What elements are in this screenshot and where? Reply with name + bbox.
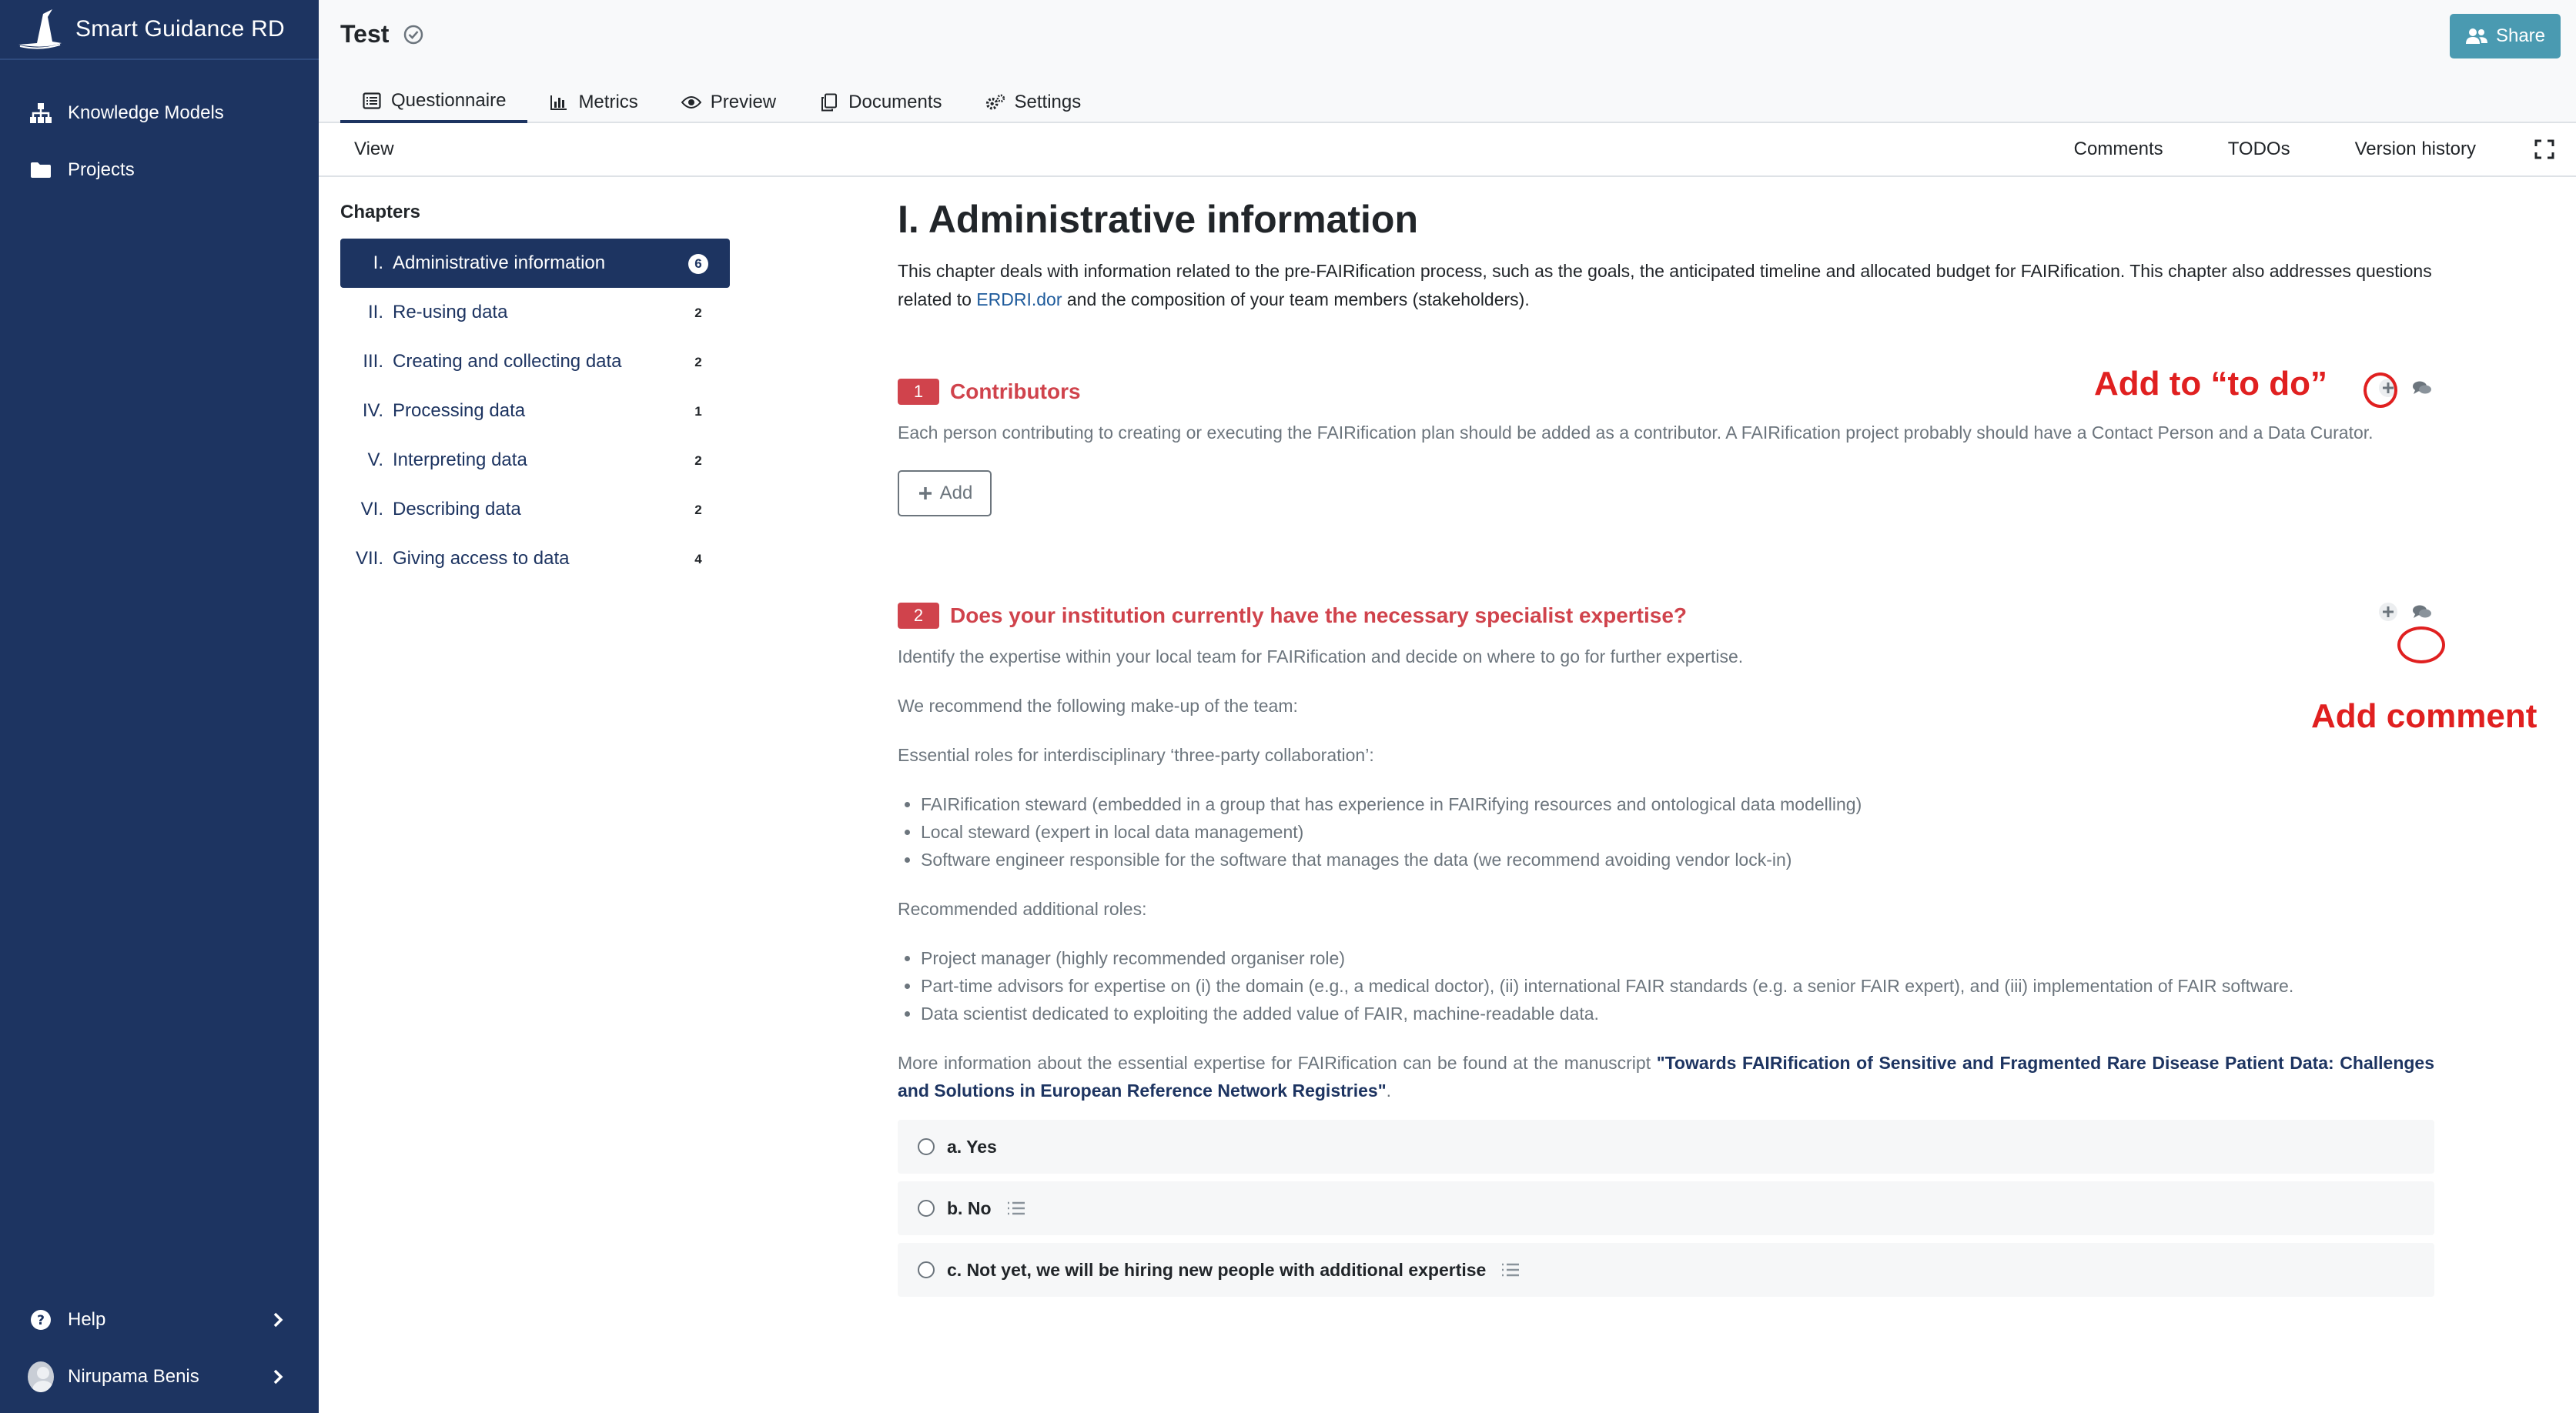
additional-roles-list xyxy=(898,944,2434,1027)
chapter-label: Giving access to data xyxy=(393,548,570,569)
comments-button[interactable]: Comments xyxy=(2073,139,2163,159)
chapter-count-badge: 6 xyxy=(688,254,708,274)
chapter-item[interactable] xyxy=(340,386,730,436)
users-icon xyxy=(2465,28,2488,45)
essential-roles-list xyxy=(898,790,2434,874)
annotation-circle-comment xyxy=(2397,626,2445,663)
list-item: • Data scientist dedicated to exploiting the added value of FAIR, machine-readable data. xyxy=(921,1000,2434,1027)
add-contributor-button[interactable] xyxy=(898,470,992,516)
list-item: • Project manager (highly recommended organiser role) xyxy=(921,944,2434,972)
answer-option-yes[interactable] xyxy=(898,1120,2434,1174)
question-number: 2 xyxy=(898,603,939,629)
questionnaire-toolbar xyxy=(319,123,2576,177)
option-label: b. No xyxy=(947,1198,992,1218)
copy-icon xyxy=(819,92,839,112)
chapter-count-badge: 2 xyxy=(694,306,702,320)
erdri-link[interactable]: ERDRI.dor xyxy=(976,289,1062,309)
chapter-number: I. xyxy=(373,252,383,273)
question-paragraph: Essential roles for interdisciplinary ‘three-party collaboration’: xyxy=(898,745,1374,765)
help-label: Help xyxy=(68,1309,106,1330)
chapter-number: VI. xyxy=(360,499,383,519)
chapters-panel xyxy=(340,202,730,583)
tab-label: Questionnaire xyxy=(391,90,507,111)
comments-icon[interactable] xyxy=(2410,600,2434,624)
questionnaire-content xyxy=(898,197,2434,1304)
question-title: Contributors xyxy=(950,379,1081,403)
chapter-number: II. xyxy=(367,302,383,322)
chapter-item[interactable] xyxy=(340,534,730,583)
sitemap-icon xyxy=(28,102,54,125)
annotation-add-comment: Add comment xyxy=(2311,697,2538,735)
folder-icon xyxy=(28,159,54,182)
tab-label: Settings xyxy=(1014,92,1082,112)
project-title: Test xyxy=(340,20,390,48)
svg-text:?: ? xyxy=(37,1313,45,1328)
avatar xyxy=(28,1364,54,1390)
view-menu[interactable]: View xyxy=(354,139,394,159)
list-alt-icon xyxy=(362,91,382,111)
user-menu[interactable] xyxy=(0,1348,319,1405)
reference-text: . xyxy=(1386,1081,1391,1101)
chapter-number: V. xyxy=(367,449,383,470)
question-paragraph: Identify the expertise within your local team for FAIRification and decide on where to go for further expertise. xyxy=(898,646,1744,666)
list-item: • Part-time advisors for expertise on (i) the domain (e.g., a medical doctor), (ii) international FAIR standards (e.g. a senior FAIR expert), and (iii) implementation of FAIR software. xyxy=(921,972,2434,1000)
chapter-item[interactable] xyxy=(340,239,730,288)
list-item: • Local steward (expert in local data management) xyxy=(921,818,2434,846)
radio-button[interactable] xyxy=(918,1138,935,1155)
list-item: • Software engineer responsible for the software that manages the data (we recommend avoiding vendor lock-in) xyxy=(921,846,2434,874)
chapter-label: Describing data xyxy=(393,499,521,519)
chapter-count-badge: 4 xyxy=(694,552,702,566)
chapter-number: IV. xyxy=(362,400,383,421)
question-number: 1 xyxy=(898,379,939,405)
chapter-label: Interpreting data xyxy=(393,449,527,470)
chapter-item[interactable] xyxy=(340,436,730,485)
manuscript-reference xyxy=(898,1049,2434,1104)
chapter-number: III. xyxy=(363,351,383,372)
share-label: Share xyxy=(2495,25,2546,46)
sidebar-bottom xyxy=(0,1291,319,1413)
chapter-count-badge: 2 xyxy=(694,453,702,468)
plus-icon xyxy=(917,485,934,502)
chapter-item[interactable] xyxy=(340,337,730,386)
annotation-circle-todo xyxy=(2364,372,2397,408)
tab-documents[interactable] xyxy=(798,82,963,123)
chapter-item[interactable] xyxy=(340,485,730,534)
reference-text: More information about the essential expertise for FAIRification can be found at the manuscript xyxy=(898,1053,1657,1073)
chapter-label: Processing data xyxy=(393,400,526,421)
share-button[interactable] xyxy=(2450,14,2561,58)
option-label: a. Yes xyxy=(947,1136,997,1157)
followup-list-icon xyxy=(1500,1261,1521,1279)
chapter-item[interactable] xyxy=(340,288,730,337)
todos-button[interactable]: TODOs xyxy=(2227,139,2290,159)
add-label: Add xyxy=(939,483,973,503)
answer-option-no[interactable] xyxy=(898,1181,2434,1235)
tab-preview[interactable] xyxy=(660,82,798,123)
sidebar-item-label: Projects xyxy=(68,159,135,180)
question-title: Does your institution currently have the necessary specialist expertise? xyxy=(950,603,1688,627)
question-paragraph: Recommended additional roles: xyxy=(898,899,1147,919)
cogs-icon xyxy=(985,92,1005,112)
option-label: c. Not yet, we will be hiring new people with additional expertise xyxy=(947,1259,1487,1280)
chapters-title: Chapters xyxy=(340,202,421,222)
list-item: • FAIRification steward (embedded in a group that has experience in FAIRifying resources and ontological data modelling) xyxy=(921,790,2434,818)
chapter-label: Administrative information xyxy=(393,252,606,273)
tab-label: Preview xyxy=(710,92,777,112)
help-menu[interactable] xyxy=(0,1291,319,1348)
question-paragraph: We recommend the following make-up of the team: xyxy=(898,696,1298,716)
chapter-number: VII. xyxy=(355,548,383,569)
bar-chart-icon xyxy=(549,92,569,112)
tab-label: Documents xyxy=(848,92,942,112)
chevron-right-icon xyxy=(268,1367,288,1387)
question-circle-icon xyxy=(28,1307,54,1333)
eye-icon xyxy=(681,92,701,112)
manuscript-link[interactable]: "Towards FAIRification of Sensitive and Fragmented Rare Disease Patient Data: Challenges and Solutions in European Reference Network Registries" xyxy=(898,1053,2434,1101)
tab-label: Metrics xyxy=(578,92,638,112)
radio-button[interactable] xyxy=(918,1200,935,1217)
chapter-desc-text: and the composition of your team members (stakeholders). xyxy=(1062,289,1530,309)
chapter-count-badge: 2 xyxy=(694,355,702,369)
question-specialist-expertise xyxy=(898,603,2434,1304)
add-todo-icon[interactable] xyxy=(2376,600,2400,624)
answer-option-not-yet[interactable] xyxy=(898,1243,2434,1297)
chapter-label: Creating and collecting data xyxy=(393,351,622,372)
sidebar-item-projects[interactable] xyxy=(0,142,319,199)
chapter-count-badge: 2 xyxy=(694,503,702,517)
user-name: Nirupama Benis xyxy=(68,1366,199,1387)
check-circle-icon xyxy=(403,24,424,45)
chapter-count-badge: 1 xyxy=(694,404,702,419)
version-history-button[interactable]: Version history xyxy=(2354,139,2476,159)
radio-button[interactable] xyxy=(918,1261,935,1278)
chapter-desc-text: This chapter deals with information related to the pre-FAIRification process, such as the goals, the anticipated timeline and allocated budget for FAIRification. This chapter also addresses questions related to xyxy=(898,261,2432,309)
annotation-add-todo: Add to “to do” xyxy=(2094,365,2328,403)
chapter-description xyxy=(898,257,2434,314)
chapter-heading: I. Administrative information xyxy=(898,198,1419,241)
brand[interactable] xyxy=(0,0,319,60)
wizard-hat-logo-icon xyxy=(14,6,65,52)
brand-name: Smart Guidance RD xyxy=(75,16,285,42)
sidebar-item-label: Knowledge Models xyxy=(68,102,224,123)
tab-metrics[interactable] xyxy=(527,82,659,123)
tab-questionnaire[interactable] xyxy=(340,82,527,123)
chapter-label: Re-using data xyxy=(393,302,508,322)
sidebar-item-knowledge-models[interactable] xyxy=(0,85,319,142)
project-tabs xyxy=(340,82,1102,123)
chevron-right-icon xyxy=(268,1310,288,1330)
question-description: Each person contributing to creating or executing the FAIRification plan should be added as a contributor. A FAIRification project probably should have a Contact Person and a Data Curator. xyxy=(898,423,2374,443)
comments-icon[interactable] xyxy=(2410,376,2434,400)
project-header xyxy=(319,0,2576,123)
sidebar-nav xyxy=(0,85,319,199)
tab-settings[interactable] xyxy=(964,82,1103,123)
followup-list-icon xyxy=(1005,1199,1027,1218)
expand-icon[interactable] xyxy=(2534,139,2554,159)
sidebar xyxy=(0,0,319,1413)
